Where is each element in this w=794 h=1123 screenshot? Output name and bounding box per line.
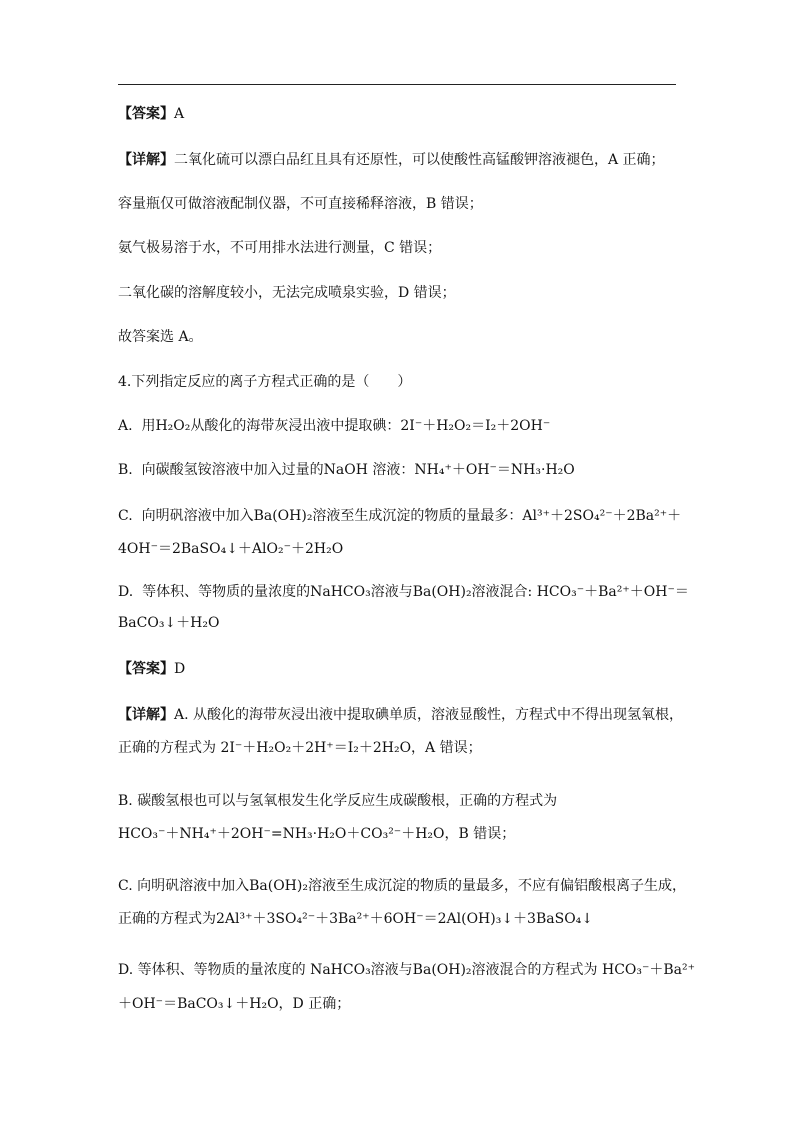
option-d-label: D. — [118, 584, 134, 600]
detail-text: A. 从酸化的海带灰浸出液中提取碘单质，溶液显酸性，方程式中不得出现氢氧根， — [174, 707, 684, 723]
detail2-line-a2: 正确的方程式为 2I⁻＋H₂O₂＋2H⁺＝I₂＋2H₂O，A 错误； — [118, 740, 482, 756]
answer-line-2 — [118, 660, 185, 678]
option-c-line-1 — [118, 507, 681, 525]
question-stem: 4.下列指定反应的离子方程式正确的是（ ） — [118, 374, 412, 390]
detail2-line-d1: D. 等体积、等物质的量浓度的 NaHCO₃溶液与Ba(OH)₂溶液混合的方程式为 HCO₃⁻＋Ba²⁺ — [118, 962, 696, 978]
option-c-label: C. — [118, 508, 133, 524]
detail2-line-a1 — [118, 706, 683, 724]
option-a-text: 用H₂O₂从酸化的海带灰浸出液中提取碘：2I⁻＋H₂O₂＝I₂＋2OH⁻ — [141, 418, 551, 434]
detail2-line-c1: C. 向明矾溶液中加入Ba(OH)₂溶液至生成沉淀的物质的量最多，不应有偏铝酸根离子生成， — [118, 878, 686, 894]
detail-text: 二氧化硫可以漂白品红且具有还原性，可以使酸性高锰酸钾溶液褪色，A 正确； — [174, 152, 665, 168]
detail-tag: 【详解】 — [118, 152, 174, 168]
header-rule — [118, 84, 676, 85]
option-c-text-1: 向明矾溶液中加入Ba(OH)₂溶液至生成沉淀的物质的量最多：Al³⁺＋2SO₄²⁻＋2Ba²⁺＋ — [141, 508, 682, 524]
option-b — [118, 461, 575, 479]
option-c-line-2: 4OH⁻＝2BaSO₄↓＋AlO₂⁻＋2H₂O — [118, 541, 344, 557]
answer-tag: 【答案】 — [118, 106, 174, 122]
detail2-line-b1: B. 碳酸氢根也可以与氢氧根发生化学反应生成碳酸根，正确的方程式为 — [118, 793, 558, 809]
option-d-line-2: BaCO₃↓＋H₂O — [118, 615, 220, 631]
option-a-label: A. — [118, 418, 133, 434]
option-a — [118, 417, 550, 435]
detail2-line-b2: HCO₃⁻＋NH₄⁺＋2OH⁻=NH₃·H₂O＋CO₃²⁻＋H₂O，B 错误； — [118, 826, 516, 842]
option-b-label: B. — [118, 462, 133, 478]
answer-tag: 【答案】 — [118, 661, 174, 677]
detail-tag: 【详解】 — [118, 707, 174, 723]
detail-line-3: 氨气极易溶于水，不可用排水法进行测量，C 错误； — [118, 240, 442, 256]
option-d-line-1 — [118, 583, 689, 601]
detail-line-5: 故答案选 A。 — [118, 329, 203, 345]
option-b-text: 向碳酸氢铵溶液中加入过量的NaOH 溶液：NH₄⁺＋OH⁻＝NH₃·H₂O — [141, 462, 575, 478]
detail-line-2: 容量瓶仅可做溶液配制仪器，不可直接稀释溶液，B 错误； — [118, 196, 483, 212]
detail-line-4: 二氧化碳的溶解度较小，无法完成喷泉实验，D 错误； — [118, 285, 456, 301]
detail2-line-d2: ＋OH⁻＝BaCO₃↓＋H₂O，D 正确； — [118, 996, 351, 1012]
answer-line-1 — [118, 105, 184, 123]
answer-value: D — [174, 661, 186, 677]
detail2-line-c2: 正确的方程式为2Al³⁺＋3SO₄²⁻＋3Ba²⁺＋6OH⁻＝2Al(OH)₃↓＋3BaSO₄↓ — [118, 911, 594, 927]
option-d-text-1: 等体积、等物质的量浓度的NaHCO₃溶液与Ba(OH)₂溶液混合: HCO₃⁻＋Ba²⁺＋OH⁻＝ — [142, 584, 689, 600]
answer-value: A — [174, 106, 185, 122]
detail-line-1 — [118, 151, 665, 169]
